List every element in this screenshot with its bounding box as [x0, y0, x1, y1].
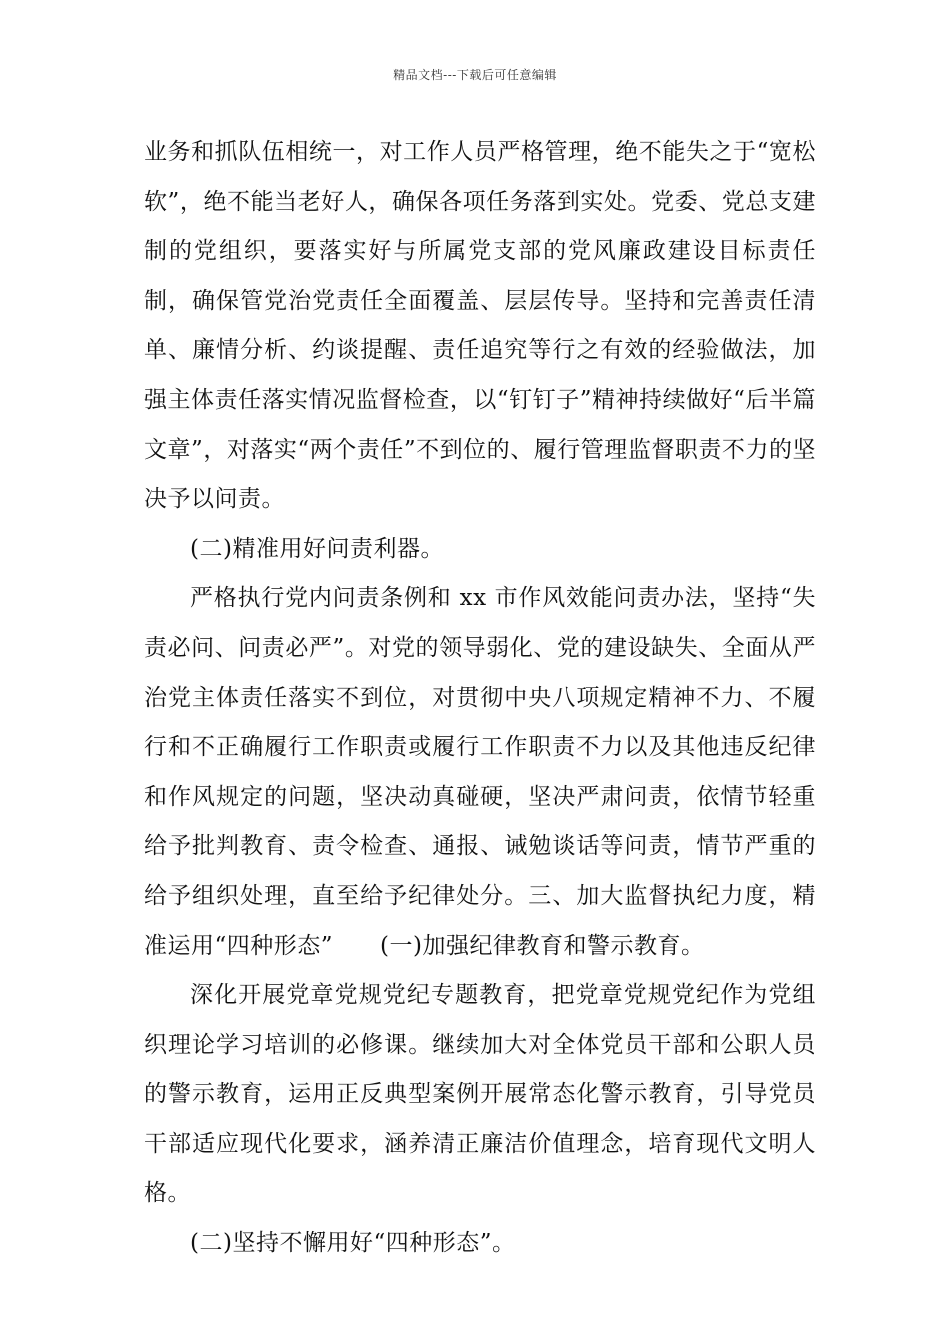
paragraph: 严格执行党内问责条例和 xx 市作风效能问责办法，坚持“失责必问、问责必严”。对党的领导弱化、党的建设缺失、全面从严治党主体责任落实不到位，对贯彻中央八项规定精神不力、不履行和不正确履行工作职责或履行工作职责不力以及其他违反纪律和作风规定的问题，坚决动真碰硬，坚决严肃问责，依情节轻重给予批判教育、责令检查、通报、诫勉谈话等问责，情节严重的给予组织处理，直至给予纪律处分。三、加大监督执纪力度，精准运用“四种形态” (一)加强纪律教育和警示教育。	[144, 585, 816, 959]
paragraph: 深化开展党章党规党纪专题教育，把党章党规党纪作为党组织理论学习培训的必修课。继续加大对全体党员干部和公职人员的警示教育，运用正反典型案例开展常态化警示教育，引导党员干部适应现代化要求，涵养清正廉洁价值理念，培育现代文明人格。	[144, 982, 816, 1207]
paragraph-continued: 业务和抓队伍相统一，对工作人员严格管理，绝不能失之于“宽松软”，绝不能当老好人，确保各项任务落到实处。党委、党总支建制的党组织，要落实好与所属党支部的党风廉政建设目标责任制，确保管党治党责任全面覆盖、层层传导。坚持和完善责任清单、廉情分析、约谈提醒、责任追究等行之有效的经验做法，加强主体责任落实情况监督检查，以“钉钉子”精神持续做好“后半篇文章”，对落实“两个责任”不到位的、履行管理监督职责不力的坚决予以问责。	[144, 139, 816, 513]
page-header: 精品文档---下载后可任意编辑	[393, 68, 557, 82]
document-body	[144, 128, 816, 1269]
section-heading: (二)精准用好问责利器。	[190, 535, 444, 562]
section-heading: (二)坚持不懈用好“四种形态”。	[190, 1230, 516, 1257]
